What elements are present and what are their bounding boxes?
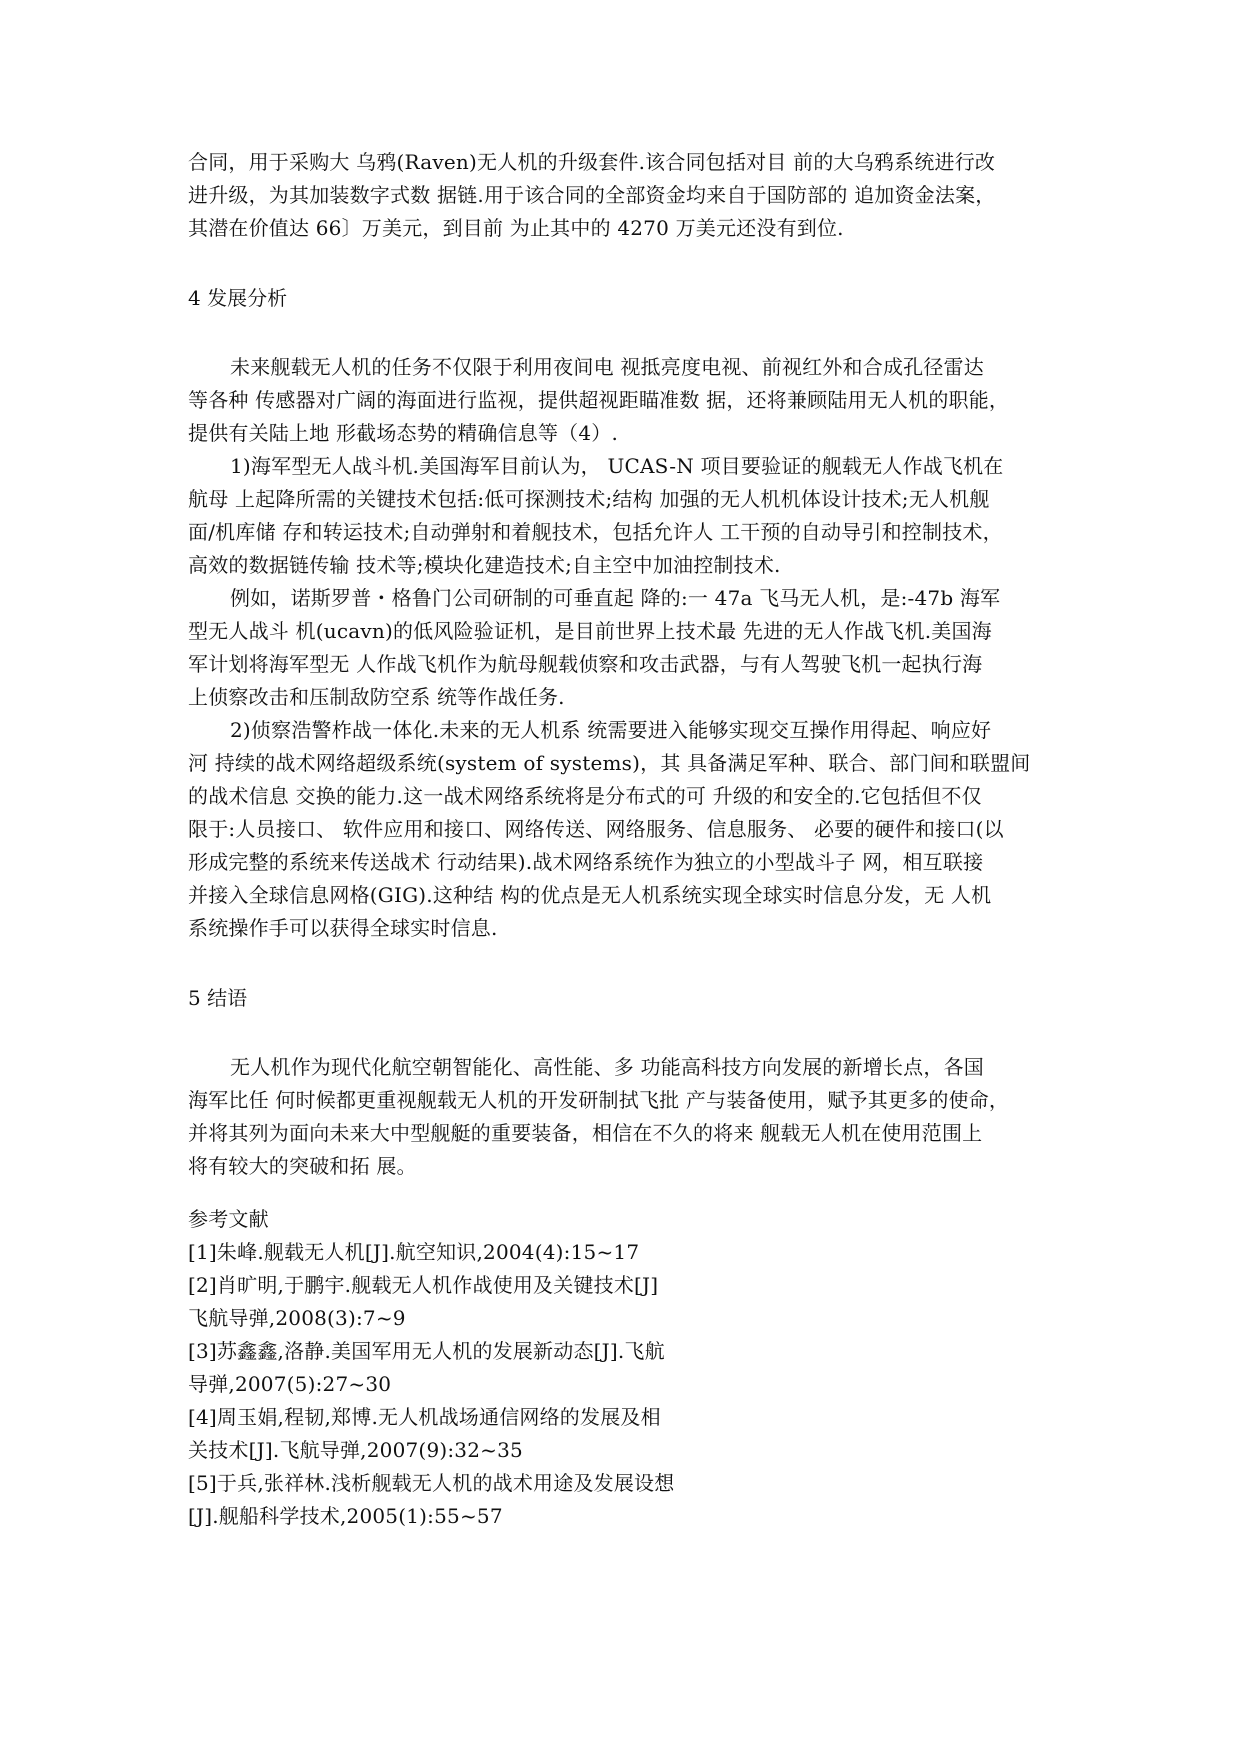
text-line: 型无人战斗 机(ucavn)的低风险验证机，是目前世界上技术最 先进的无人作战飞机.美国海	[188, 619, 992, 643]
document-page	[188, 146, 1068, 1533]
text-line: 2)侦察浩警柞战一体化.未来的无人机系 统需要进入能够实现交互操作用得起、响应好	[230, 718, 992, 742]
reference-line: 飞航导弹,2008(3):7~9	[188, 1306, 406, 1330]
text-line: 并接入全球信息网格(GIG).这种结 构的优点是无人机系统实现全球实时信息分发，无 人机	[188, 883, 992, 907]
intro-paragraph	[188, 146, 1068, 245]
text-line: 提供有关陆上地 形截场态势的精确信息等（4）.	[188, 421, 619, 445]
text-line: 上侦察改击和压制敌防空系 统等作战任务.	[188, 685, 565, 709]
section-4-paragraph-3	[188, 582, 1068, 714]
reference-line: [4]周玉娟,程韧,郑博.无人机战场通信网络的发展及相	[188, 1405, 661, 1429]
references-section	[188, 1203, 1068, 1533]
text-line: 面/机库储 存和转运技术;自动弹射和着舰技术，包括允许人 工干预的自动导引和控制技术，	[188, 520, 1003, 544]
section-5-heading: 5 结语	[188, 986, 248, 1010]
section-5-paragraph-1	[188, 1051, 1068, 1183]
section-4-paragraph-1	[188, 351, 1068, 450]
reference-line: [1]朱峰.舰载无人机[J].航空知识,2004(4):15~17	[188, 1240, 640, 1264]
reference-line: 关技术[J].飞航导弹,2007(9):32~35	[188, 1438, 523, 1462]
text-line: 河 持续的战术网络超级系统(system of systems)，其 具备满足军种、联合、部门间和联盟间	[188, 751, 1031, 775]
text-line: 海军比任 何时候都更重视舰载无人机的开发研制拭飞批 产与装备使用，赋予其更多的使命，	[188, 1088, 1010, 1112]
text-line: 将有较大的突破和拓 展。	[188, 1154, 417, 1178]
reference-line: 导弹,2007(5):27~30	[188, 1372, 392, 1396]
text-line: 并将其列为面向未来大中型舰艇的重要装备，相信在不久的将来 舰载无人机在使用范围上	[188, 1121, 983, 1145]
section-4-paragraph-2	[188, 450, 1068, 582]
text-line: 限于:人员接口、 软件应用和接口、网络传送、网络服务、信息服务、 必要的硬件和接口(以	[188, 817, 1004, 841]
reference-line: [2]肖旷明,于鹏宇.舰载无人机作战使用及关键技术[J]	[188, 1273, 659, 1297]
text-line: 例如，诺斯罗普・格鲁门公司研制的可垂直起 降的:一 47a 飞马无人机，是:-47b 海军	[230, 586, 1001, 610]
reference-line: [5]于兵,张祥林.浅析舰载无人机的战术用途及发展设想	[188, 1471, 675, 1495]
text-line: 1)海军型无人战斗机.美国海军目前认为， UCAS-N 项目要验证的舰载无人作战飞机在	[230, 454, 1004, 478]
text-line: 航母 上起降所需的关键技术包括:低可探测技术;结构 加强的无人机机体设计技术;无人机舰	[188, 487, 990, 511]
text-line: 军计划将海军型无 人作战飞机作为航母舰载侦察和攻击武器，与有人驾驶飞机一起执行海	[188, 652, 983, 676]
text-line: 系统操作手可以获得全球实时信息.	[188, 916, 498, 940]
text-line: 合同，用于采购大 乌鸦(Raven)无人机的升级套件.该合同包括对目 前的大乌鸦系统进行改	[188, 150, 996, 174]
section-4-heading: 4 发展分析	[188, 286, 288, 310]
text-line: 无人机作为现代化航空朝智能化、高性能、多 功能高科技方向发展的新增长点，各国	[230, 1055, 984, 1079]
reference-line: [J].舰船科学技术,2005(1):55~57	[188, 1504, 503, 1528]
section-4-paragraph-4	[188, 714, 1068, 945]
text-line: 进升级，为其加装数字式数 据链.用于该合同的全部资金均来自于国防部的 追加资金法案，	[188, 183, 996, 207]
text-line: 未来舰载无人机的任务不仅限于利用夜间电 视抵亮度电视、前视红外和合成孔径雷达	[230, 355, 984, 379]
text-line: 形成完整的系统来传送战术 行动结果).战术网络系统作为独立的小型战斗子 网，相互联接	[188, 850, 984, 874]
references-heading: 参考文献	[188, 1207, 269, 1231]
reference-line: [3]苏鑫鑫,洛静.美国军用无人机的发展新动态[J].飞航	[188, 1339, 665, 1363]
text-line: 其潜在价值达 66〕万美元，到目前 为止其中的 4270 万美元还没有到位.	[188, 216, 844, 240]
text-line: 高效的数据链传输 技术等;模块化建造技术;自主空中加油控制技术.	[188, 553, 781, 577]
text-line: 等各种 传感器对广阔的海面进行监视，提供超视距瞄准数 据，还将兼顾陆用无人机的职能，	[188, 388, 1010, 412]
text-line: 的战术信息 交换的能力.这一战术网络系统将是分布式的可 升级的和安全的.它包括但不仅	[188, 784, 982, 808]
